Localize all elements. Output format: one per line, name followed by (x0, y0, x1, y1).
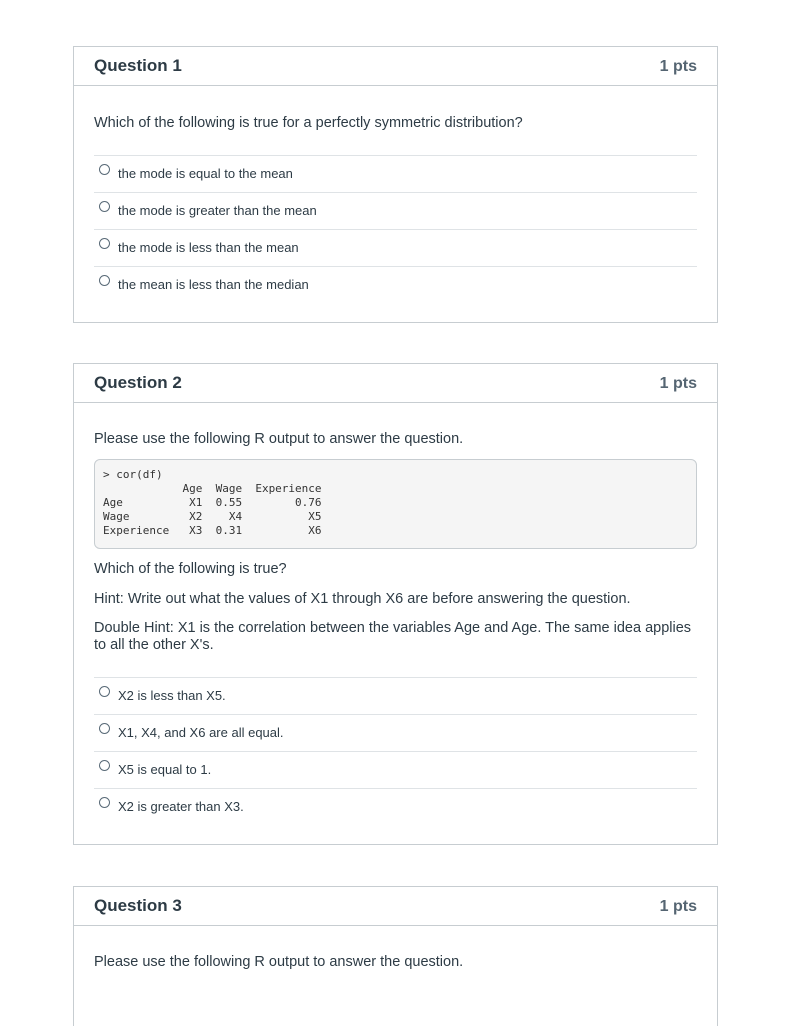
question-points: 1 pts (659, 58, 697, 75)
question-intro: Please use the following R output to answer the question. (94, 954, 464, 970)
answer-option[interactable] (94, 788, 697, 825)
question-card-2 (73, 363, 718, 845)
question-title: Question 3 (94, 896, 182, 915)
question-header (74, 887, 717, 926)
radio-button[interactable] (99, 760, 110, 771)
answer-option[interactable] (94, 192, 697, 229)
answer-list (94, 155, 697, 303)
question-text: Which of the following is true for a perfectly symmetric distribution? (94, 115, 523, 131)
radio-button[interactable] (99, 238, 110, 249)
radio-button[interactable] (99, 275, 110, 286)
answer-label[interactable]: X5 is equal to 1. (118, 762, 212, 777)
answer-label[interactable]: the mode is less than the mean (118, 240, 299, 255)
answer-label[interactable]: the mean is less than the median (118, 277, 309, 292)
answer-option[interactable] (94, 266, 697, 303)
radio-button[interactable] (99, 201, 110, 212)
r-output-code-block: > cor(df) Age Wage Experience Age X1 0.55 0.76 Wage X2 X4 X5 Experience X3 0.31 X6 (94, 459, 697, 549)
question-title: Question 2 (94, 373, 182, 392)
question-prompt: Which of the following is true? (94, 561, 287, 577)
question-card-1 (73, 46, 718, 323)
answer-option[interactable] (94, 751, 697, 788)
radio-button[interactable] (99, 797, 110, 808)
answer-label[interactable]: X2 is greater than X3. (118, 799, 244, 814)
question-card-3 (73, 886, 718, 1026)
answer-label[interactable]: X2 is less than X5. (118, 688, 226, 703)
answer-list (94, 677, 697, 825)
answer-option[interactable] (94, 229, 697, 266)
question-intro: Please use the following R output to answer the question. (94, 431, 464, 447)
question-hint: Hint: Write out what the values of X1 through X6 are before answering the question. (94, 591, 631, 607)
answer-label[interactable]: the mode is equal to the mean (118, 166, 293, 181)
question-double-hint: Double Hint: X1 is the correlation between the variables Age and Age. The same idea applies to all the other X's. (94, 620, 692, 653)
answer-option[interactable] (94, 714, 697, 751)
question-header (74, 47, 717, 86)
answer-option[interactable] (94, 677, 697, 714)
answer-label[interactable]: X1, X4, and X6 are all equal. (118, 725, 284, 740)
radio-button[interactable] (99, 164, 110, 175)
answer-option[interactable] (94, 155, 697, 192)
question-points: 1 pts (659, 375, 697, 392)
question-header (74, 364, 717, 403)
question-title: Question 1 (94, 56, 182, 75)
radio-button[interactable] (99, 686, 110, 697)
question-points: 1 pts (659, 898, 697, 915)
radio-button[interactable] (99, 723, 110, 734)
answer-label[interactable]: the mode is greater than the mean (118, 203, 317, 218)
